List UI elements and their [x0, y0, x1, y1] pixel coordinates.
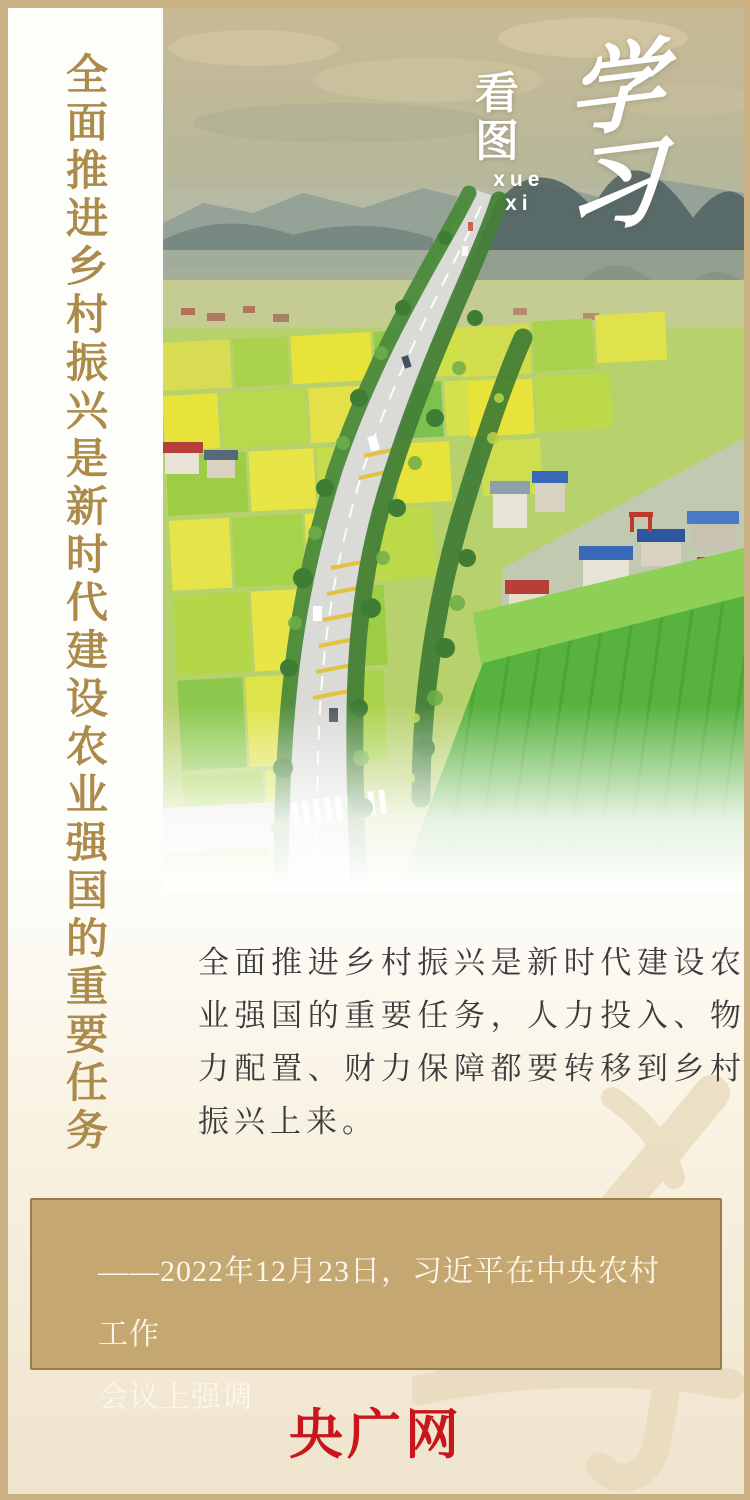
logo-pinyin-text: xue xi: [493, 168, 545, 215]
attribution-box: [30, 1198, 722, 1414]
logo-kantu-text: 看图: [475, 69, 521, 166]
photo-bottom-fade: [163, 704, 744, 890]
aerial-photo: [163, 8, 744, 890]
quote-paragraph: 全面推进乡村振兴是新时代建设农业强国的重要任务，人力投入、物力配置、财力保障都要转移到乡村振兴上来。: [198, 945, 746, 1139]
logo-calligraphy-text: 学习: [565, 30, 661, 247]
attribution-line-1: ——2022年12月23日，习近平在中央农村工作: [98, 1255, 660, 1351]
attribution-line-2: 会议上强调: [98, 1381, 253, 1414]
poster-canvas: [8, 8, 744, 1494]
cnr-brand-logo: 央广网: [289, 1405, 463, 1465]
kantu-xuexi-logo: [475, 30, 744, 247]
vertical-headline: 全面推进乡村振兴是新时代建设农业强国的重要任务: [60, 52, 106, 1156]
